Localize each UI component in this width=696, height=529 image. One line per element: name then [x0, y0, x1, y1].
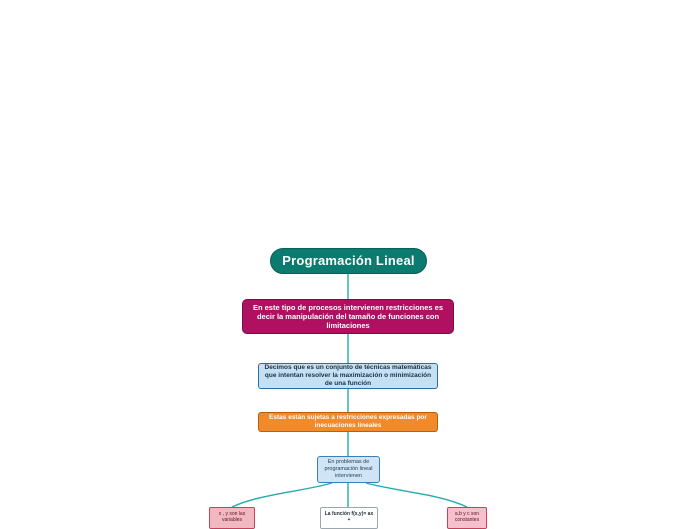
node-leaf-left-label: x , y son las variables	[218, 511, 246, 524]
node-level4[interactable]	[317, 456, 380, 483]
node-root-label: Programación Lineal	[282, 253, 415, 269]
node-leaf-center-label: La función f(x,y)= ax +	[324, 511, 374, 524]
node-leaf-right[interactable]	[447, 507, 487, 529]
node-level4-label: En problemas de programación lineal intervienen	[324, 459, 373, 479]
node-level3[interactable]	[258, 412, 438, 432]
node-root[interactable]	[270, 248, 427, 274]
node-level1[interactable]	[242, 299, 454, 334]
node-leaf-center[interactable]	[320, 507, 378, 529]
node-leaf-left[interactable]	[209, 507, 255, 529]
node-level2[interactable]	[258, 363, 438, 389]
node-leaf-right-label: a,b y c son constantes	[454, 511, 480, 524]
node-level1-label: En este tipo de procesos intervienen restricciones es decir la manipulación del tamaño de funciones con limitaciones	[252, 302, 444, 331]
node-level2-label: Decimos que es un conjunto de técnicas matemáticas que intentan resolver la maximización o minimización de una función	[264, 364, 432, 387]
node-level3-label: Estas están sujetas a restricciones expresadas por inecuaciones lineales	[269, 414, 427, 429]
